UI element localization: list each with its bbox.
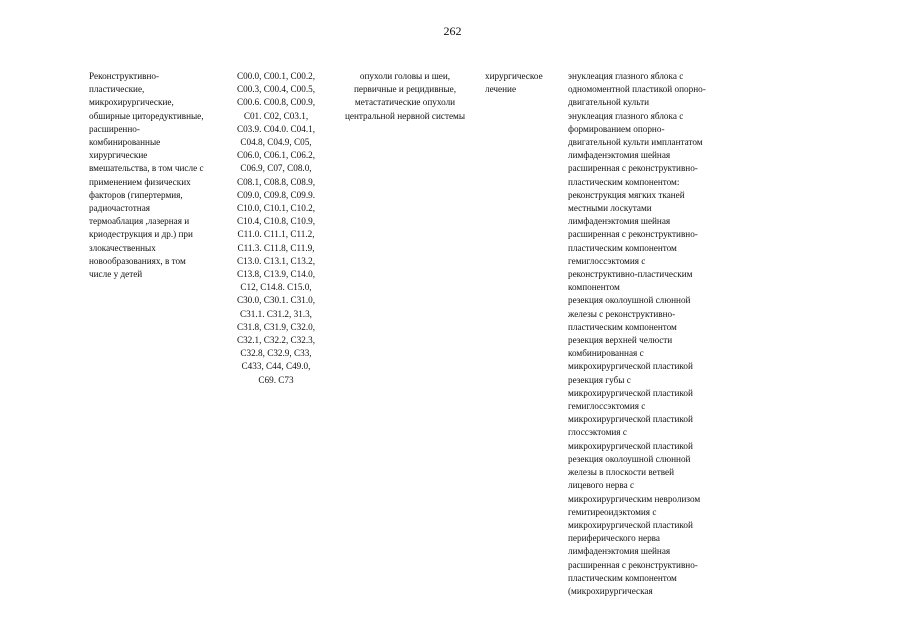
page-number: 262 bbox=[443, 24, 462, 38]
icd-codes-cell: C00.0, C00.1, C00.2, C00.3, C00.4, C00.5, C00.6. C00.8, C00.9, C01. C02, C03.1, C03.9. C04.0. C04.1, C04.8, C04.9, C05, C06.0, C06.1, C06.2, C06.9, C07, C08.0, C08.1, C08.8, C08.9, C09.0, C09.8, C09.9. C10.0, C10.1, C10.2, C10.4, C10.8, C10.9, C11.0. C11.1, C11.2, C11.3. C11.8, C11.9, C13.0. C13.1, C13.2, C13.8, C13.9, C14.0, C12, C14.8. C15.0, C30.0, C30.1. C31.0, C31.1. C31.2, 31.3, C31.8, C31.9, C32.0, C32.1, C32.2, C32.3, C32.8, C32.9, C33, C433, C44, C49.0, C69. C73 bbox=[236, 71, 316, 385]
treatment-methods-cell: энуклеация глазного яблока с одномоментной пластикой опорно- двигательной культи энуклеация глазного яблока с формированием опорно- двигательной культи имплантатом лимфаденэктомия шейная расширенная с реконструктивно- пластическим компонентом: реконструкция мягких тканей местными лоскутами лимфаденэктомия шейная расширенная с реконструктивно- пластическим компонентом гемиглоссэктомия с реконструктивно-пластическим компонентом резекция околоушной слюнной железы с реконструктивно- пластическим компонентом резекция верхней челюсти комбинированная с микрохирургической пластикой резекция губы с микрохирургической пластикой гемиглоссэктомия с микрохирургической пластикой глоссэктомия с микрохирургической пластикой резекция околоушной слюнной железы в плоскости ветвей лицевого нерва с микрохирургическим невролизом гемитиреоидэктомия с микрохирургической пластикой периферического нерва лимфаденэктомия шейная расширенная с реконструктивно- пластическим компонентом (микрохирургическая bbox=[568, 71, 706, 596]
diagnosis-cell: опухоли головы и шеи, первичные и рецидивные, метастатические опухоли центральной нервной системы bbox=[344, 71, 466, 121]
intervention-name-cell: Реконструктивно- пластические, микрохирургические, обширные циторедуктивные, расширенно- комбинированные хирургические вмешательства, в том числе с применением физических факторов (гипертермия, радиочастотная термоаблация ,лазерная и криодеструкция и др.) при злокачественных новообразованиях, в том числе у детей bbox=[89, 71, 204, 280]
treatment-type-cell: хирургическое лечение bbox=[485, 71, 543, 95]
